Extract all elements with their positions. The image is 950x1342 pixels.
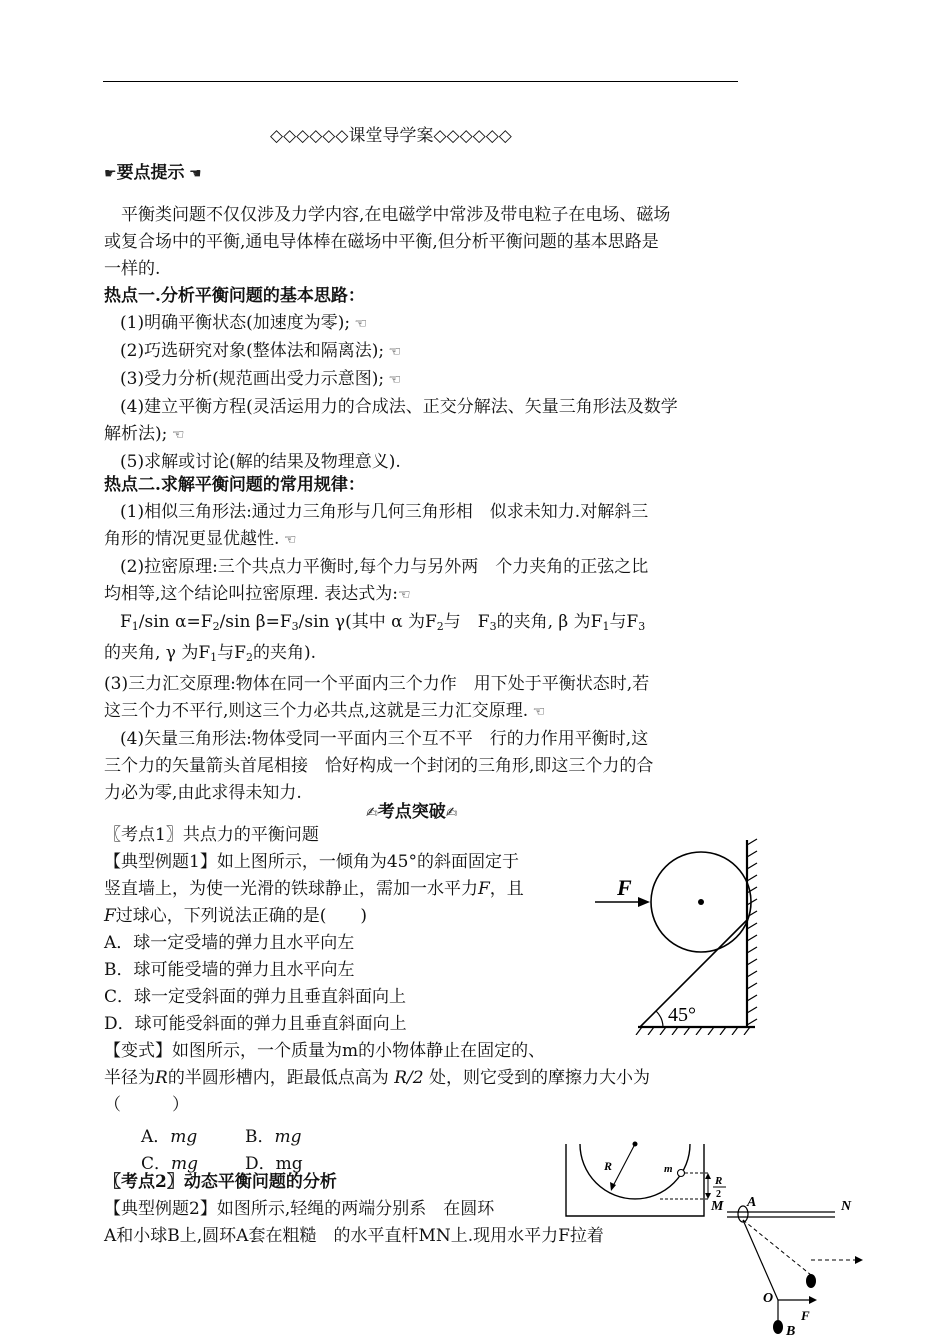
- hand-icon: ☜: [384, 344, 402, 360]
- kp2-label: 〖考点2〗动态平衡问题的分析: [104, 1172, 337, 1192]
- ball-B-displaced: [806, 1274, 816, 1288]
- label-B: B: [786, 1324, 796, 1338]
- option-b: B．球可能受墙的弹力且水平向左: [104, 960, 355, 980]
- mass-label: m: [664, 1163, 673, 1175]
- pointing-hand-icon: ☚: [184, 166, 202, 182]
- hand-icon: ☜: [279, 532, 297, 548]
- hand-icon: ☜: [167, 427, 185, 443]
- wall-hatching: [747, 839, 757, 1025]
- label-F: F: [801, 1308, 810, 1323]
- radius-line: [612, 1144, 635, 1188]
- kp1-label: 〖考点1〗共点力的平衡问题: [104, 825, 319, 845]
- variant-option-a: A．mg: [141, 1127, 198, 1147]
- angle-arc: [656, 1011, 663, 1027]
- hotspot-one: 热点一.分析平衡问题的基本思路： (1)明确平衡状态(加速度为零); ☜ (2)巧选研究对象(整体法和隔离法); ☜ (3)受力分析(规范画出受力示意图); ☜ (4)建立平衡方程(灵活运用力的合成法、正交分解法、矢量三角形法及数学 解析法); ☜ (5)求解或讨论(解的结果及物理意义).: [104, 283, 678, 476]
- variant-text: 【变式】如图所示，一个质量为m的小物体静止在固定的、: [104, 1041, 546, 1061]
- option-a: A．球一定受墙的弹力且水平向左: [104, 933, 355, 953]
- hotspot-two-heading: 热点二.求解平衡问题的常用规律：: [104, 475, 365, 495]
- hand-icon: ☜: [528, 704, 546, 720]
- hotspot-two: 热点二.求解平衡问题的常用规律： (1)相似三角形法:通过力三角形与几何三角形相 似求未知力.对解斜三 角形的情况更显优越性. ☜ (2)拉密原理:三个共点力平衡时,每个力与另外两 个力夹角的正弦之比 均相等,这个结论叫拉密原理. 表达式为:☜ $F_1/\sin$ $\alpha=F_2/\sin$ $\beta=F_3/\sin$ γ(其中 α 为$F_2$与 $F_3$的夹角, β 为$F_1$与$F_3$ 的夹角, γ 为$F_1$与$F_2$的夹角). (3)三力汇交原理:物体在同一个平面内三个力作 用下处于平衡状态时,若 这三个力不平行,则这三个力必共点,这就是三力汇交原理. ☜ (4)矢量三角形法:物体受同一平面内三个互不平 行的力作用平衡时,这 三个力的矢量箭头首尾相接 恰好构成一个封闭的三角形,即这三个力的合 力必为零,由此求得未知力.: [104, 472, 653, 807]
- force-arrow-head: [638, 897, 650, 907]
- radius-arrow-head: [610, 1182, 616, 1191]
- label-A: A: [747, 1195, 757, 1210]
- label-N: N: [841, 1199, 852, 1214]
- hand-icon: ☜: [397, 587, 411, 603]
- ball-B: [773, 1320, 783, 1334]
- lami-formula: $F_1/\sin$ $\alpha=F_2/\sin$ $\beta=F_3/\sin$ γ(其中 α 为$F_2$与 $F_3$的夹角, β 为$F_1$与$F_3$: [120, 612, 646, 633]
- hand-icon: ☜: [384, 372, 402, 388]
- intro-paragraph: 平衡类问题不仅仅涉及力学内容,在电磁学中常涉及带电粒子在电场、磁场 或复合场中的平衡,通电导体棒在磁场中平衡,但分析平衡问题的基本思路是 一样的.: [104, 205, 671, 279]
- kp2-block: 〖考点2〗动态平衡问题的分析 【典型例题2】如图所示,轻绳的两端分别系 在圆环 A和小球B上,圆环A套在粗糙 的水平直杆MN上.现用水平力F拉着: [104, 1169, 604, 1250]
- label-M: M: [711, 1199, 724, 1214]
- height-label-den: 2: [716, 1189, 721, 1200]
- ring-A: [738, 1206, 748, 1222]
- variant-option-d: D．mg: [245, 1154, 303, 1174]
- lami-formula-cont: 的夹角, γ 为$F_1$与$F_2$的夹角).: [104, 643, 317, 664]
- kp1-block: 〖考点1〗共点力的平衡问题 【典型例题1】如上图所示，一倾角为45°的斜面固定于 竖直墙上，为使一光滑的铁球静止，需加一水平力F，且 F过球心，下列说法正确的是( ) A．球一定受墙的弹力且水平向左 B．球可能受墙的弹力且水平向左 C．球一定受斜面的弹力且垂直斜面向上 D．球可能受斜面的弹力且垂直斜面向上 【变式】如图所示，一个质量为m的小物体静止在固定的、 半径为R的半圆形槽内，距最低点高为 R/2 处，则它受到的摩擦力大小为 （ ）: [104, 822, 650, 1119]
- rope-dashed: [743, 1220, 811, 1275]
- groove-arc: [580, 1144, 690, 1199]
- force-F-head: [809, 1296, 817, 1304]
- rope-solid: [743, 1220, 778, 1300]
- writing-hand-icon: ✍: [366, 805, 378, 821]
- hotspot-one-heading: 热点一.分析平衡问题的基本思路：: [104, 286, 365, 306]
- figure-sphere-incline: [590, 835, 765, 1035]
- force-label: F: [617, 875, 632, 900]
- page-title: ◇◇◇◇◇◇课堂导学案◇◇◇◇◇◇: [270, 126, 512, 146]
- angle-label: 45°: [668, 1004, 696, 1026]
- small-object: [678, 1170, 685, 1177]
- header-rule: [103, 81, 738, 82]
- pointing-hand-icon: ☛: [104, 166, 117, 182]
- ball-center: [698, 899, 704, 905]
- groove-block: [566, 1144, 704, 1216]
- floor-hatching: [636, 1027, 750, 1035]
- section-heading-key-points: ☛要点提示 ☚: [104, 163, 202, 183]
- option-c: C．球一定受斜面的弹力且垂直斜面向上: [104, 987, 407, 1007]
- variant-option-c: C．mg: [141, 1154, 199, 1174]
- height-label-num: R: [715, 1175, 723, 1187]
- writing-hand-icon: ✍: [445, 805, 458, 821]
- label-O: O: [763, 1291, 774, 1306]
- radius-label: R: [604, 1159, 613, 1173]
- section-heading-breakthrough: ✍考点突破✍: [366, 802, 458, 822]
- figure-ring-rod-ball: [705, 1190, 875, 1338]
- variant-option-b: B．mg: [245, 1127, 302, 1147]
- hand-icon: ☜: [350, 316, 368, 332]
- option-d: D．球可能受斜面的弹力且垂直斜面向上: [104, 1014, 407, 1034]
